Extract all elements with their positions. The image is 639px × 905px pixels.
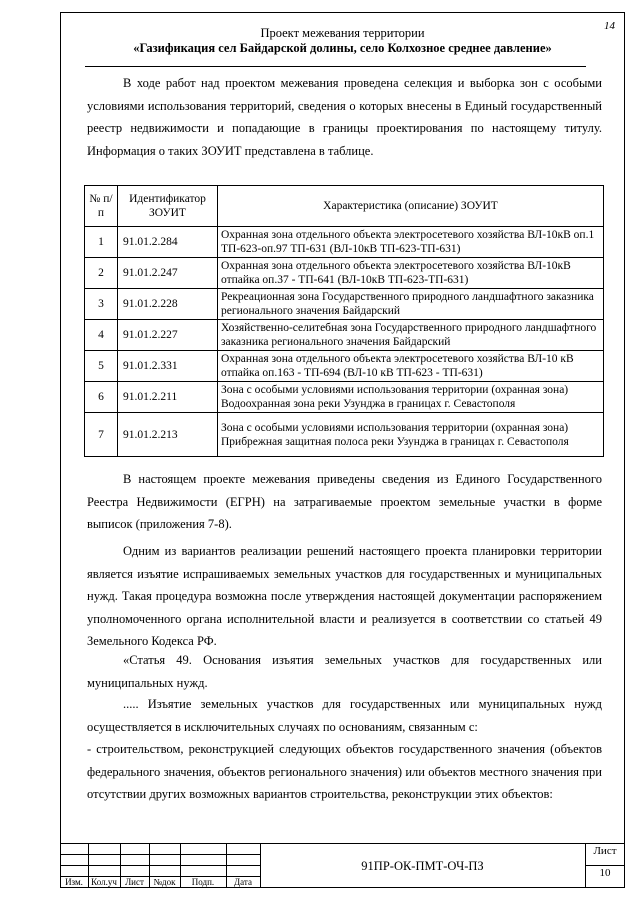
row-num: 6 — [85, 382, 118, 413]
row-description: Зона с особыми условиями использования территории (охранная зона) Водоохранная зона реки Узунджа в границах г. Севастополя — [218, 382, 604, 413]
stamp-label-count: Кол.уч — [91, 877, 117, 887]
header-title: Проект межевания территории — [260, 26, 425, 40]
row-num: 2 — [85, 258, 118, 289]
stamp-row-line — [60, 854, 260, 855]
row-num: 1 — [85, 227, 118, 258]
intro-paragraph: В ходе работ над проектом межевания проведена селекция и выборка зон с особыми условиями использования территорий, сведения о которых внесены в Единый государственный реестр недвижимости и попадающие в границы проектирования по настоящему титулу. Информация о таких ЗОУИТ представлена в таблице. — [87, 76, 602, 158]
row-identifier: 91.01.2.211 — [118, 382, 218, 413]
row-description: Хозяйственно-селитебная зона Государственного природного ландшафтного заказника регионального значения Байдарский — [218, 320, 604, 351]
row-identifier: 91.01.2.331 — [118, 351, 218, 382]
row-identifier: 91.01.2.247 — [118, 258, 218, 289]
row-description: Охранная зона отдельного объекта электросетевого хозяйства ВЛ-10кВ оп.1 ТП-623-оп.97 ТП-631 (ВЛ-10кВ ТП-623-ТП-631) — [218, 227, 604, 258]
zouit-table — [84, 185, 604, 457]
header-num: № п/п — [85, 186, 118, 227]
document-code: 91ПР-ОК-ПМТ-ОЧ-ПЗ — [361, 859, 484, 873]
row-identifier: 91.01.2.228 — [118, 289, 218, 320]
row-identifier: 91.01.2.213 — [118, 413, 218, 457]
row-num: 7 — [85, 413, 118, 457]
stamp-label-doc: №док — [153, 877, 176, 887]
table-row — [85, 351, 604, 382]
row-description: Охранная зона отдельного объекта электросетевого хозяйства ВЛ-10кВ отпайка оп.37 - ТП-641 (ВЛ-10кВ ТП-623-ТП-631) — [218, 258, 604, 289]
table-row — [85, 289, 604, 320]
seizure-variant-paragraph: Одним из вариантов реализации решений настоящего проекта планировки территории является изъятие испрашиваемых земельных участков для государственных и муниципальных нужд. Такая процедура возможна после утверждения настоящей документации распоряжением уполномоченного органа исполнительной власти и реализуется в соответствии со статьей 49 Земельного Кодекса РФ. — [87, 544, 602, 648]
table-row — [85, 320, 604, 351]
construction-paragraph: - строительством, реконструкцией следующих объектов государственного значения (объектов федерального значения, объектов регионального значения) или объектов местного значения при отсутствии других возможных вариантов строительства, реконструкции этих объектов: — [87, 742, 602, 801]
table-row — [85, 382, 604, 413]
seizure-grounds-paragraph: ..... Изъятие земельных участков для государственных или муниципальных нужд осуществляется в исключительных случаях по основаниям, связанным с: — [87, 697, 602, 734]
stamp-row-line — [60, 865, 260, 866]
header-divider — [85, 66, 586, 67]
row-description: Зона с особыми условиями использования территории (охранная зона) Прибрежная защитная полоса реки Узунджа в границах г. Севастополя — [218, 413, 604, 457]
table-row — [85, 413, 604, 457]
egrn-paragraph: В настоящем проекте межевания приведены сведения из Единого Государственного Реестра Недвижимости (ЕГРН) на затрагиваемые проектом земельные участки в форме выписок (приложения 7-8). — [87, 472, 602, 531]
stamp-top-line — [60, 843, 625, 844]
row-num: 5 — [85, 351, 118, 382]
row-identifier: 91.01.2.284 — [118, 227, 218, 258]
article-49-paragraph: «Статья 49. Основания изъятия земельных участков для государственных или муниципальных нужд. — [87, 653, 602, 690]
row-num: 3 — [85, 289, 118, 320]
page-number: 14 — [604, 20, 615, 32]
row-num: 4 — [85, 320, 118, 351]
stamp-label-change: Изм. — [65, 877, 83, 887]
sheet-number: 10 — [599, 867, 611, 879]
row-description: Рекреационная зона Государственного природного ландшафтного заказника регионального значения Байдарский — [218, 289, 604, 320]
table-header-row — [85, 186, 604, 227]
row-description: Охранная зона отдельного объекта электросетевого хозяйства ВЛ-10 кВ отпайка оп.163 - ТП-694 (ВЛ-10 кВ ТП-623 - ТП-631) — [218, 351, 604, 382]
header-project-name: «Газификация сел Байдарской долины, село Колхозное среднее давление» — [133, 41, 552, 55]
row-identifier: 91.01.2.227 — [118, 320, 218, 351]
table-row — [85, 227, 604, 258]
title-block — [60, 843, 625, 888]
header-identifier: Идентификатор ЗОУИТ — [118, 186, 218, 227]
table-row — [85, 258, 604, 289]
sheet-label: Лист — [593, 845, 617, 857]
header-description: Характеристика (описание) ЗОУИТ — [218, 186, 604, 227]
stamp-label-sheet: Лист — [125, 877, 144, 887]
stamp-label-signature: Подп. — [191, 877, 215, 887]
stamp-label-date: Дата — [234, 877, 252, 887]
stamp-sheet-line — [585, 865, 625, 866]
